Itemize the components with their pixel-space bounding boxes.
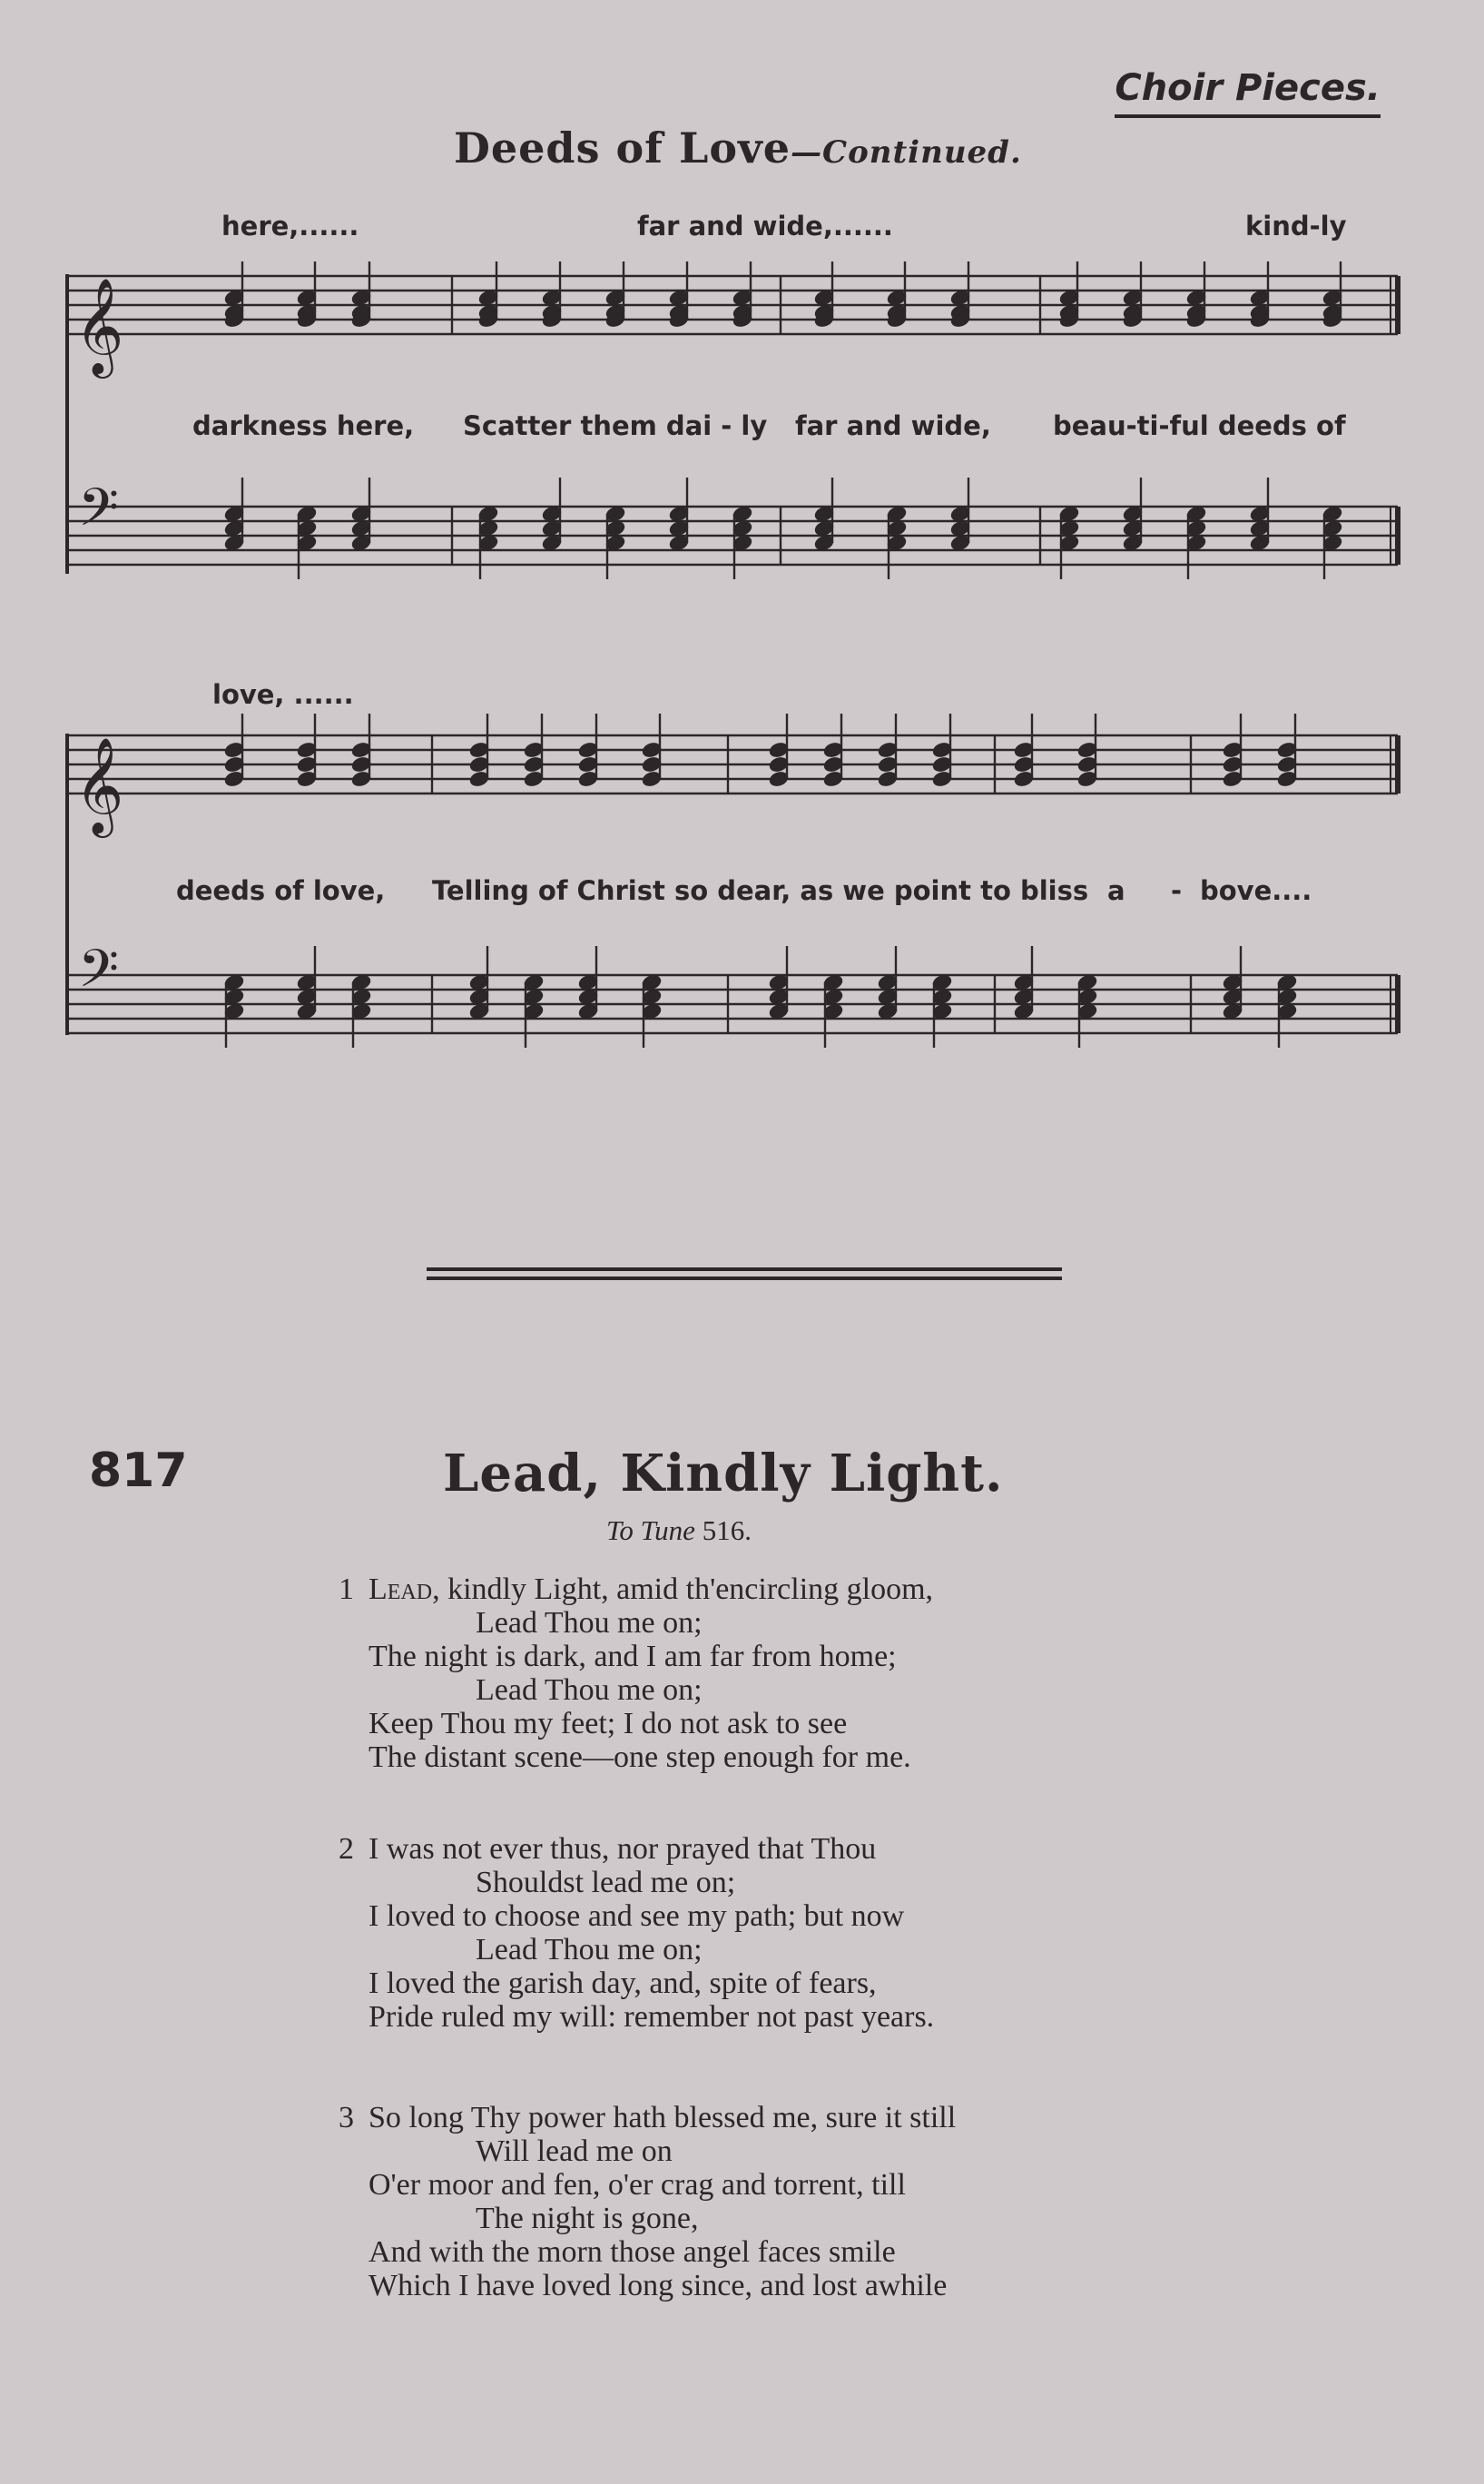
verse-line: Will lead me on [476,2134,673,2168]
lyric-s1-upper-2: far and wide,...... [637,211,893,242]
lyric-s1-lower-3: far and wide, [795,410,991,441]
verse-line [369,1572,933,1606]
tune-reference [606,1514,752,1547]
anthem-title-suffix: —Continued. [791,134,1022,171]
verse-line: Lead Thou me on; [476,1606,703,1640]
anthem-title-text: Deeds of Love [454,123,791,172]
treble-clef-icon: 𝄞 [74,280,124,372]
music-notation [62,218,1405,1053]
tune-number: 516. [702,1514,752,1546]
verse-3 [329,2101,956,2302]
lyric-s2-lower-1: deeds of love, [176,875,386,906]
verse-line: Shouldst lead me on; [476,1866,736,1899]
lyric-s2-lower-3: a [1107,875,1125,906]
hymn-number: 817 [89,1444,188,1498]
verse-line: I was not ever thus, nor prayed that Thou [369,1832,877,1866]
lyric-s1-lower-2: Scatter them dai - ly [463,410,768,441]
divider-rule-top [427,1267,1062,1271]
bass-clef-icon: 𝄢 [78,480,120,550]
verse-line: Lead Thou me on; [476,1933,703,1966]
staff-system2-bass [67,975,1398,1033]
divider-rule-bottom [427,1276,1062,1280]
bass-clef-icon-2: 𝄢 [78,941,120,1011]
verse-number: 1 [339,1572,354,1606]
anthem-title [454,123,1022,172]
lyric-s2-lower-4: - [1171,875,1183,906]
verse-line: Pride ruled my will: remember not past years. [369,2000,935,2034]
verse-line: Lead Thou me on; [476,1673,703,1707]
verse-line: Keep Thou my feet; I do not ask to see [369,1707,848,1740]
verse-line: The night is gone, [476,2202,699,2235]
verse-number: 2 [339,1832,354,1866]
verse-line: O'er moor and fen, o'er crag and torrent, till [369,2168,906,2202]
lyric-s1-lower-4: beau-ti-ful deeds of [1053,410,1346,441]
hymn-title: Lead, Kindly Light. [443,1444,1004,1503]
lyric-s2-lower-5: bove.... [1200,875,1312,906]
verse-line: The distant scene—one step enough for me. [369,1740,911,1774]
note-heads [223,261,1343,1048]
verse-line: And with the morn those angel faces smile [369,2235,896,2269]
verse-number: 3 [339,2101,354,2134]
lyric-s1-upper-3: kind-ly [1245,211,1347,242]
lyric-s2-lower-2: Telling of Christ so dear, as we point to bliss [432,875,1089,906]
lyric-s1-lower-1: darkness here, [192,410,415,441]
tune-prefix: To Tune [606,1514,695,1546]
verse-line: I loved to choose and see my path; but now [369,1899,905,1933]
lyric-s2-upper-1: love, ...... [212,679,354,710]
verse-first-word: Lead [369,1572,433,1606]
treble-clef-icon-2: 𝄞 [74,739,124,832]
verse-line: The night is dark, and I am far from home; [369,1640,897,1673]
section-label: Choir Pieces. [1115,67,1381,118]
verse-2 [329,1832,934,2034]
verse-line: Which I have loved long since, and lost awhile [369,2269,948,2302]
verse-line: So long Thy power hath blessed me, sure it still [369,2101,957,2134]
lyric-s1-upper-1: here,...... [221,211,359,242]
verse-1 [329,1572,933,1774]
verse-line: I loved the garish day, and, spite of fears, [369,1966,877,2000]
staff-system2-treble [67,735,1398,794]
verse-first-line-rest: , kindly Light, amid th'encircling gloom, [432,1572,934,1606]
